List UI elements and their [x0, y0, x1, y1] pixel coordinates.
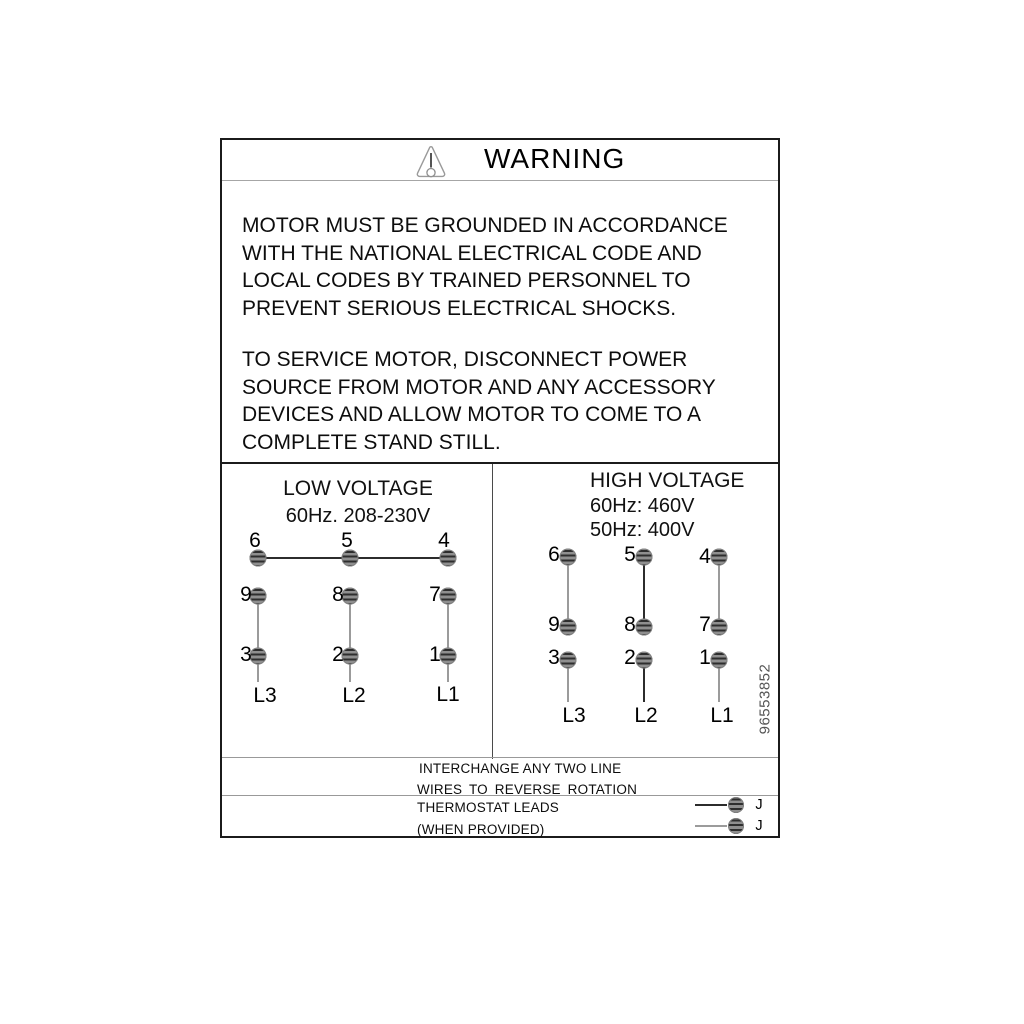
warning-text-section	[222, 181, 778, 462]
rotation-note-line-2: WIRES TO REVERSE ROTATION	[417, 782, 638, 797]
hv-terminal-5-label: 5	[624, 543, 636, 566]
thermostat-note-section	[222, 795, 778, 839]
hv-terminal-2-label: 2	[624, 646, 636, 669]
hv-terminal-7-label: 7	[699, 613, 711, 636]
lv-terminal-6-label: 6	[249, 529, 261, 552]
hv-lead-l3-label: L3	[562, 704, 586, 727]
lv-terminal-2-label: 2	[332, 643, 344, 666]
thermostat-lead-wire-2	[695, 825, 727, 827]
warning-triangle-icon	[414, 144, 448, 178]
hv-terminal-7-screw	[711, 619, 728, 636]
hv-wire-5-8	[643, 557, 645, 627]
thermostat-lead-terminal-2	[728, 818, 744, 834]
hv-terminal-5-screw	[636, 549, 653, 566]
lv-terminal-5-label: 5	[341, 529, 353, 552]
thermostat-note-line-2: (WHEN PROVIDED)	[417, 822, 545, 837]
warning-line: TO SERVICE MOTOR, DISCONNECT POWER	[242, 348, 688, 371]
lv-terminal-3-screw	[250, 648, 267, 665]
lv-terminal-2-screw	[342, 648, 359, 665]
part-number: 96553852	[756, 663, 774, 735]
lv-wire-9-3-l3	[257, 596, 259, 682]
warning-line: COMPLETE STAND STILL.	[242, 430, 501, 454]
warning-title: WARNING	[484, 143, 626, 174]
motor-warning-label	[220, 138, 780, 838]
hv-terminal-2-screw	[636, 652, 653, 669]
lv-wire-8-2-l2	[349, 596, 351, 682]
lv-wire-7-1-l1	[447, 596, 449, 682]
hv-wire-4-7	[718, 557, 720, 627]
hv-terminal-8-label: 8	[624, 613, 636, 636]
lv-terminal-3-label: 3	[240, 643, 252, 666]
lv-terminal-1-label: 1	[429, 643, 441, 666]
low-voltage-titleblock	[222, 475, 494, 530]
lv-terminal-9-label: 9	[240, 583, 252, 606]
hv-terminal-1-screw	[711, 652, 728, 669]
hv-lead-l2-label: L2	[634, 704, 658, 727]
wiring-diagrams-section	[222, 462, 778, 759]
hv-terminal-9-screw	[560, 619, 577, 636]
thermostat-lead-label-1: J	[755, 797, 763, 813]
warning-line: WITH THE NATIONAL ELECTRICAL CODE AND	[242, 241, 702, 265]
high-voltage-title: HIGH VOLTAGE	[590, 469, 745, 492]
lv-terminal-4-label: 4	[438, 529, 450, 552]
hv-terminal-3-screw	[560, 652, 577, 669]
high-voltage-freq-60: 60Hz: 460V	[590, 495, 695, 517]
warning-line: SOURCE FROM MOTOR AND ANY ACCESSORY	[242, 375, 716, 399]
rotation-note-section	[222, 757, 778, 796]
low-voltage-title: LOW VOLTAGE	[283, 477, 433, 500]
low-voltage-subtitle: 60Hz. 208-230V	[285, 505, 431, 527]
hv-terminal-6-screw	[560, 549, 577, 566]
hv-wire-6-9	[567, 557, 569, 627]
lv-lead-l3-label: L3	[253, 684, 277, 707]
hv-terminal-6-label: 6	[548, 543, 560, 566]
lv-terminal-8-label: 8	[332, 583, 344, 606]
high-voltage-titleblock	[590, 468, 744, 542]
warning-line: LOCAL CODES BY TRAINED PERSONNEL TO	[242, 269, 691, 292]
warning-paragraph-2	[242, 346, 716, 456]
lv-lead-l2-label: L2	[342, 684, 366, 707]
hv-lead-l1-label: L1	[710, 704, 734, 727]
high-voltage-freq-50: 50Hz: 400V	[590, 519, 695, 541]
lv-terminal-8-screw	[342, 588, 359, 605]
warning-line: PREVENT SERIOUS ELECTRICAL SHOCKS.	[242, 296, 677, 320]
hv-terminal-4-screw	[711, 549, 728, 566]
hv-terminal-3-label: 3	[548, 646, 560, 669]
lv-terminal-1-screw	[440, 648, 457, 665]
thermostat-lead-wire-1	[695, 804, 727, 806]
hv-terminal-4-label: 4	[699, 545, 711, 568]
lv-terminal-7-screw	[440, 588, 457, 605]
hv-terminal-8-screw	[636, 619, 653, 636]
thermostat-lead-terminal-1	[728, 797, 744, 813]
hv-terminal-9-label: 9	[548, 613, 560, 636]
hv-terminal-1-label: 1	[699, 646, 711, 669]
warning-line: MOTOR MUST BE GROUNDED IN ACCORDANCE	[242, 214, 728, 237]
thermostat-note-line-1: THERMOSTAT LEADS	[417, 800, 559, 815]
lv-terminal-9-screw	[250, 588, 267, 605]
lv-terminal-7-label: 7	[429, 583, 441, 606]
warning-line: DEVICES AND ALLOW MOTOR TO COME TO A	[242, 403, 702, 426]
thermostat-lead-label-2: J	[755, 818, 763, 834]
lv-lead-l1-label: L1	[436, 683, 460, 706]
rotation-note-line-1: INTERCHANGE ANY TWO LINE	[419, 761, 622, 776]
warning-header	[222, 140, 778, 181]
warning-paragraph-1	[242, 212, 728, 322]
